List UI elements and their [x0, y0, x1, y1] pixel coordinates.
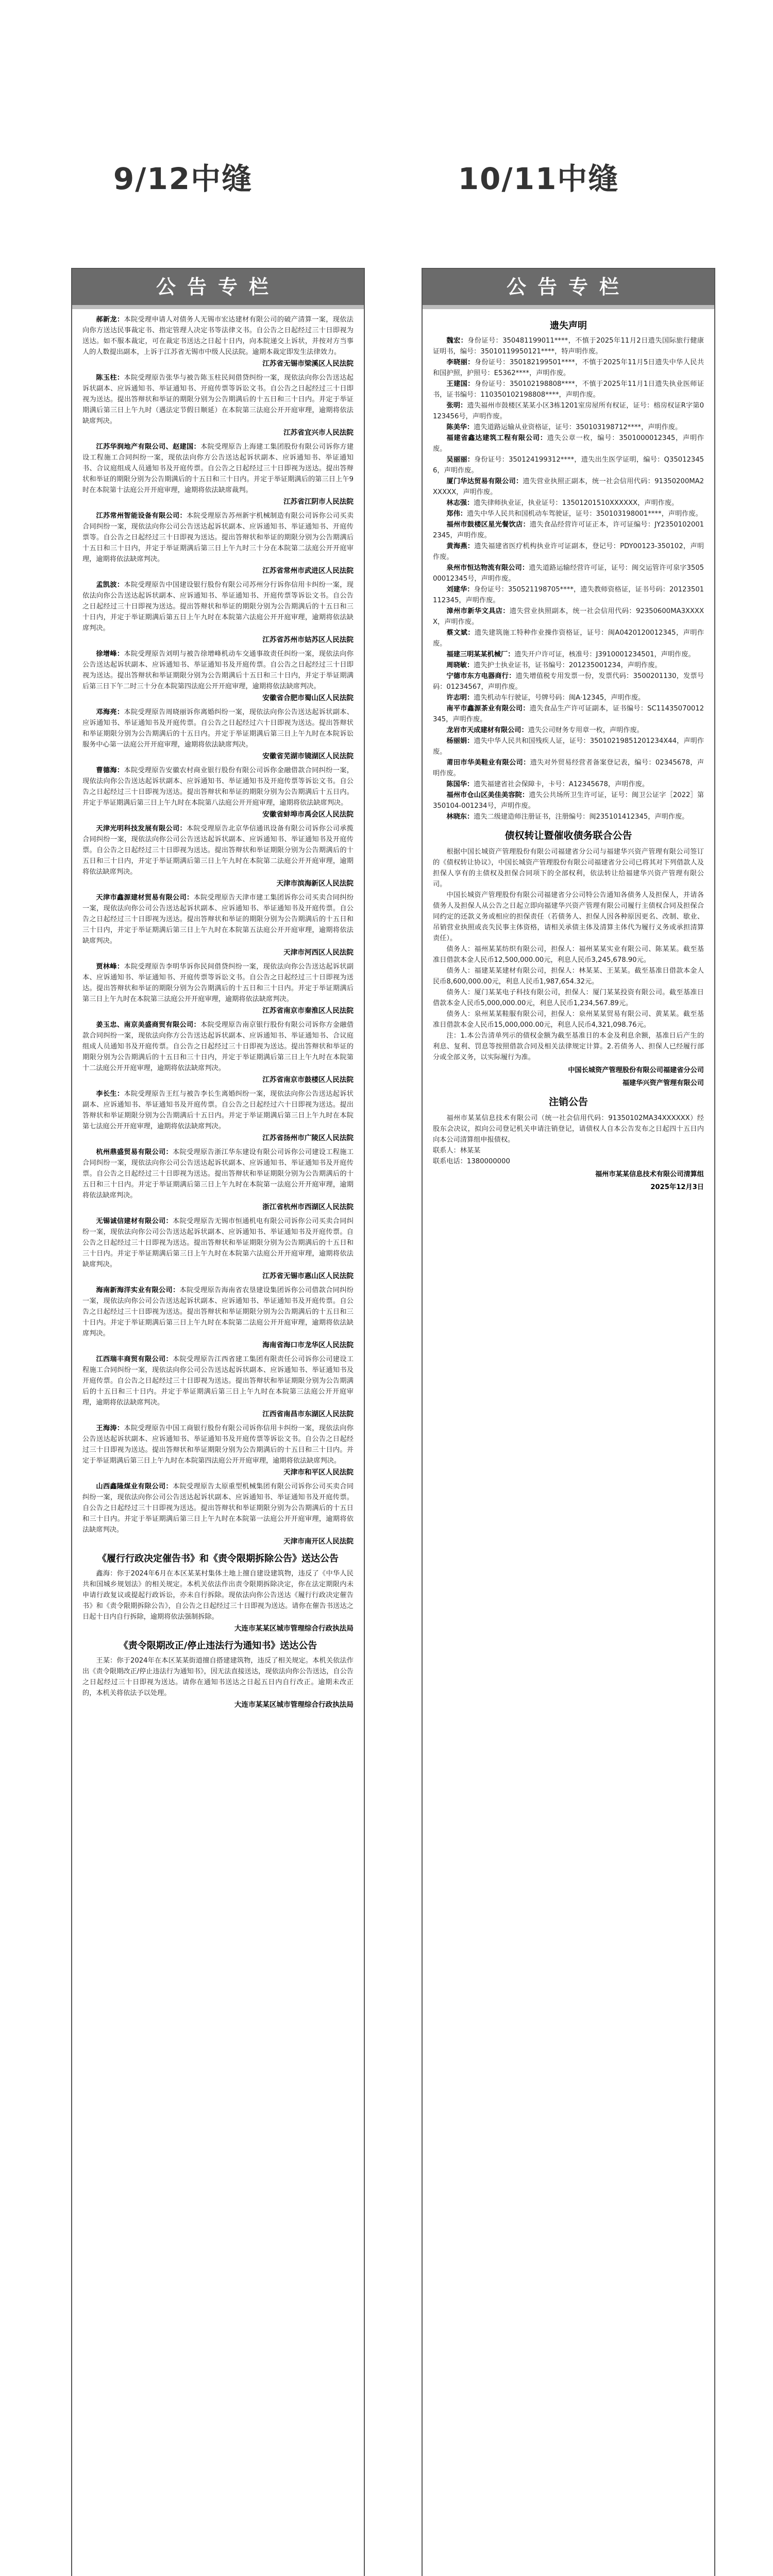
loss-text: 遗失增值税专用发票一份，发票代码：3500201130，发票号码：01234567，声明作废。 [433, 672, 704, 691]
creditor-paragraph: 中国长城资产管理股份有限公司福建省分公司特公告通知各债务人及担保人，并请各债务人及担保人从公告之日起立即向福建华兴资产管理有限公司履行主债权合同及担保合同约定的还款义务或相应的担保责任（若债务人、担保人因各种原因更名、改制、歇业、吊销营业执照或丧失民事主体资格，请相关承债主体及清算主体代为履行义务或承担清算责任）。 [433, 891, 704, 942]
special-notice-authority: 大连市某某区城市管理综合行政执法局 [234, 1624, 354, 1633]
loss-notice [433, 379, 704, 400]
loss-party: 林晓东 [446, 813, 467, 821]
notice-court: 江苏省南京市鼓楼区人民法院 [262, 1076, 354, 1084]
court-notice [82, 1423, 354, 1466]
notice-court: 江苏省常州市武进区人民法院 [262, 567, 354, 575]
loss-separator: ： [467, 456, 475, 464]
court-notice [82, 707, 354, 750]
creditor-paragraph: 债务人：福州某某纺织有限公司，担保人：福州某某实业有限公司、陈某某。截至基准日借款本金人民币12,500,000.00元，利息人民币3,245,678.90元。 [433, 945, 704, 964]
loss-separator: ： [466, 423, 474, 431]
court-notice [82, 580, 354, 634]
loss-separator: ： [523, 705, 530, 713]
court-notice [82, 1020, 354, 1074]
notice-addressee: 天津市鑫源建材贸易有限公司： [96, 894, 194, 902]
loss-text: 遗失福建省医疗机构执业许可证副本，登记号：PDY00123-350102，声明作废。 [433, 543, 704, 561]
loss-notice [433, 498, 704, 509]
notice-addressee: 贾林峰： [96, 963, 124, 971]
loss-notice [433, 725, 704, 736]
loss-party: 陈国华 [446, 781, 467, 788]
loss-separator: ： [509, 672, 516, 680]
court-notice [82, 1481, 354, 1535]
special-notice-text: 鑫海：你于2024年6月在本区某某村集体土地上擅自建设建筑物，违反了《中华人民共和国城乡规划法》的相关规定。本机关依法作出责令限期拆除决定，你在法定期限内未申请行政复议或提起行政诉讼，亦未自行拆除。现依法向你公告送达《履行行政决定催告书》和《责令限期拆除公告》，自公告之日起经过三十日即视为送达。请你在催告书送达之日起十日内自行拆除，逾期将依法强制拆除。 [82, 1570, 354, 1621]
loss-text: 遗失食品生产许可证副本，证书编号：SC11435070012345，声明作废。 [433, 705, 704, 723]
loss-separator: ： [467, 737, 474, 745]
notice-addressee: 曹德海： [96, 767, 124, 774]
loss-separator: ： [521, 726, 528, 734]
cancel-paragraph: 福州市某某信息技术有限公司（统一社会信用代码：91350102MA34XXXXXX）经股东会决议，拟向公司登记机关申请注销登记，请债权人自本公告发布之日起四十五日内向本公司清算组申报债权。 [433, 1114, 704, 1144]
loss-list [433, 335, 704, 822]
notice-addressee: 王海涛： [96, 1425, 124, 1432]
loss-text: 遗失道路运输从业资格证，证号：350103198712****，声明作废。 [474, 423, 682, 431]
notice-text: 本院受理原告海南省农垦建设集团诉你公司借款合同纠纷一案，现依法向你公司公告送达起诉状副本、应诉通知书、举证通知书及开庭传票。自公告之日起经过三十日即视为送达。提出答辩状和举证期限分别为公告期满后的十五日和三十日内。并定于举证期满后第三日上午九时在本院第二法庭公开开庭审理，逾期将依法缺席判决。 [82, 1286, 354, 1337]
loss-notice [433, 811, 704, 822]
loss-separator: ： [466, 781, 474, 788]
loss-separator: ： [460, 510, 467, 518]
court-notice [82, 823, 354, 877]
loss-notice [433, 757, 704, 779]
court-notice [82, 961, 354, 1005]
notice-text: 本院受理原告中国工商银行股份有限公司诉你信用卡纠纷一案，现依法向你公告送达起诉状副本、应诉通知书、举证通知书及开庭传票等诉讼文书。自公告之日起经过三十日即视为送达。提出答辩状和举证期限分别为公告期满后的十五日和三十日内。并定于举证期满后第三日上午九时在本院第四法庭公开开庭审理，逾期将依法缺席判决。 [82, 1425, 354, 1465]
notice-court: 江苏省南京市秦淮区人民法院 [262, 1007, 354, 1015]
notice-court: 安徽省芜湖市镜湖区人民法院 [262, 752, 354, 760]
special-notice-authority: 大连市某某区城市管理综合行政执法局 [234, 1701, 354, 1709]
loss-separator: ： [540, 434, 547, 442]
loss-text: 遗失公司财务专用章一枚，声明作废。 [528, 726, 644, 734]
notice-text: 本院受理原告太原重型机械集团有限公司诉你公司买卖合同纠纷一案，现依法向你公司公告送达起诉状副本、应诉通知书、举证通知书及开庭传票。自公告之日起经过三十日即视为送达。提出答辩状和举证期限分别为公告期满后的十五日和三十日内。并定于举证期满后第三日上午九时在本院第一法庭公开开庭审理，逾期将依法缺席判决。 [82, 1483, 354, 1534]
creditor-paragraph: 根据中国长城资产管理股份有限公司福建省分公司与福建华兴资产管理有限公司签订的《债权转让协议》，中国长城资产管理股份有限公司福建省分公司已将其对下列借款人及担保人享有的主债权及担保合同项下的全部权利，依法转让给福建华兴资产管理有限公司。 [433, 848, 704, 888]
loss-text: 遗失二级建造师注册证书，注册编号：闽235101412345，声明作废。 [474, 813, 689, 821]
loss-separator: ： [523, 521, 530, 529]
loss-notice [433, 509, 704, 519]
court-notice [82, 649, 354, 692]
loss-section-title: 遗失声明 [550, 320, 587, 331]
notice-addressee: 海南新海洋实业有限公司： [96, 1286, 180, 1294]
loss-separator: ： [467, 359, 475, 366]
notice-court: 海南省海口市龙华区人民法院 [262, 1341, 354, 1349]
left-header-rule [72, 305, 364, 309]
loss-notice [433, 628, 704, 649]
notice-court: 江苏省江阴市人民法院 [283, 498, 354, 506]
special-notice-title: 《履行行政决定催告书》和《责令限期拆除公告》送达公告 [97, 1553, 339, 1564]
loss-separator: ： [460, 337, 468, 345]
loss-notice [433, 422, 704, 433]
loss-text: 遗失公共场所卫生许可证，证号：闽卫公证字［2022］第350104-001234号，声明作废。 [433, 791, 704, 810]
notice-addressee: 江苏华润地产有限公司、赵建国： [96, 443, 201, 451]
notice-addressee: 孟凯波： [96, 581, 124, 589]
court-notice [82, 372, 354, 427]
right-header-rule [423, 305, 714, 309]
cancel-date: 2025年12月3日 [650, 1183, 704, 1191]
notice-text: 本院受理申请人对债务人无锡市宏达建材有限公司的破产清算一案，现依法向你方送达民事裁定书、指定管理人决定书等法律文书。自公告之日起经过三十日即视为送达。如不服本裁定，可在裁定书送达之日起十日内，向本院递交上诉状，并按对方当事人的人数提出副本，上诉于江苏省无锡市中级人民法院。逾期本裁定即发生法律效力。 [82, 316, 354, 356]
court-notice [82, 1285, 354, 1339]
loss-text: 遗失中华人民共和国机动车驾驶证，证号：350103198001****，声明作废。 [466, 510, 702, 518]
loss-notice [433, 692, 704, 703]
contact-line: 联系人：林某某 [433, 1147, 481, 1155]
loss-notice [433, 400, 704, 422]
left-notice-column [71, 268, 365, 2576]
court-notice [82, 511, 354, 565]
notice-text: 本院受理原告周晓丽诉你离婚纠纷一案，现依法向你公告送达起诉状副本、应诉通知书、举证通知书及开庭传票。自公告之日起经过六十日即视为送达。提出答辩状和举证期限分别为公告期满后的十五日内。并定于举证期满后第三日上午九时在本院诉讼服务中心第一法庭公开开庭审理，逾期将依法缺席判决。 [82, 708, 354, 749]
notice-addressee: 李长生： [96, 1090, 124, 1098]
loss-separator: ： [467, 543, 475, 550]
right-column-body [423, 309, 714, 1193]
loss-separator: ： [466, 499, 474, 507]
loss-text: 身份证号：350102198808****，不慎于2025年11月1日遗失执业医师证书，证书编号：110350102198808****，声明作废。 [433, 380, 704, 399]
court-notice [82, 314, 354, 358]
loss-party: 南平市鑫源茶业有限公司 [446, 705, 523, 713]
loss-notice [433, 606, 704, 628]
loss-separator: ： [522, 791, 529, 799]
loss-notice [433, 563, 704, 584]
loss-separator: ： [467, 380, 475, 388]
loss-text: 遗失建筑施工特种作业操作资格证，证号：闽A0420120012345，声明作废。 [433, 629, 704, 648]
notice-court: 天津市河西区人民法院 [283, 948, 354, 957]
loss-party: 福建省鑫达建筑工程有限公司 [446, 434, 540, 442]
loss-party: 漳州市新华文具店 [446, 607, 503, 615]
special-notice-text: 王某：你于2024年在本区某某街道擅自搭建建筑物，违反了相关规定。本机关依法作出《责令限期改正/停止违法行为通知书》，因无法直接送达，现依法向你公告送达，自公告之日起经过三十日即视为送达。请你在通知书送达之日起五日内自行改正。逾期未改正的，本机关将依法予以处理。 [82, 1657, 354, 1697]
notice-addressee: 江苏常州智能设备有限公司： [96, 512, 187, 520]
loss-party: 许志明 [446, 694, 467, 702]
notice-text: 本院受理原告浙江华东建设有限公司诉你公司建设工程施工合同纠纷一案，现依法向你公司公告送达起诉状副本、应诉通知书、举证通知书及开庭传票。自公告之日起经过三十日即视为送达。提出答辩状和举证期限分别为公告期满后的十五日和三十日内。并定于举证期满后第三日上午九时在本院第一法庭公开开庭审理，逾期将依法缺席判决。 [82, 1148, 354, 1199]
creditor-paragraphs [433, 846, 704, 1063]
court-notice [82, 1216, 354, 1270]
loss-party: 陈美华 [446, 423, 467, 431]
loss-notice [433, 790, 704, 811]
loss-separator: ： [523, 759, 530, 767]
loss-party: 张明 [446, 402, 461, 410]
loss-text: 遗失福建省社会保障卡，卡号：A12345678，声明作废。 [474, 781, 649, 788]
loss-notice [433, 703, 704, 725]
loss-party: 黄海燕 [446, 543, 467, 550]
creditor-paragraph: 债务人：厦门某某电子科技有限公司，担保人：厦门某某投资有限公司。截至基准日借款本金人民币5,000,000.00元，利息人民币1,234,567.89元。 [433, 989, 704, 1007]
loss-separator: ： [460, 402, 467, 410]
notice-text: 本院受理原告王红与被告李长生离婚纠纷一案，现依法向你公告送达起诉状副本、应诉通知书、举证通知书及开庭传票。自公告之日起经过六十日即视为送达。提出答辩状和举证期限分别为公告期满后十五日内。并定于举证期满后第三日上午九时在本院第七法庭公开开庭审理，逾期将依法缺席判决。 [82, 1090, 354, 1130]
notice-addressee: 山西鑫隆煤业有限公司： [96, 1483, 173, 1490]
notice-text: 本院受理原告张华与被告陈玉柱民间借贷纠纷一案，现依法向你公告送达起诉状副本、应诉通知书、举证通知书、开庭传票等诉讼文书。自公告之日起经过三十日即视为送达。提出答辩状和举证的期限分别为公告期满后的十五日和三十日内。并定于举证期满后第三日上午九时（遇法定节假日顺延）在本院第三法庭公开开庭审理，逾期将依法缺席判决。 [82, 374, 354, 425]
phone-line: 联系电话：1380000000 [433, 1158, 510, 1165]
loss-separator: ： [522, 564, 529, 572]
right-column-header: 公告专栏 [423, 269, 714, 305]
loss-notice [433, 476, 704, 498]
loss-text: 遗失道路运输经营许可证，证号：闽交运管许可泉字350500012345号，声明作废。 [433, 564, 704, 583]
loss-separator: ： [466, 813, 474, 821]
notice-court: 天津市滨海新区人民法院 [276, 879, 354, 888]
court-notice [82, 1354, 354, 1408]
loss-notice [433, 671, 704, 692]
loss-text: 遗失律师执业证，执业证号：13501201510XXXXXX，声明作废。 [474, 499, 679, 507]
notice-addressee: 无锡诚信建材有限公司： [96, 1217, 173, 1225]
notice-addressee: 姜玉忠、南京美盛商贸有限公司： [96, 1021, 201, 1029]
loss-separator: ： [502, 607, 510, 615]
loss-text: 遗失护士执业证书，证书编号：201235001234，声明作废。 [474, 662, 662, 669]
loss-separator: ： [467, 586, 474, 594]
court-notice [82, 442, 354, 496]
loss-notice [433, 660, 704, 671]
loss-notice [433, 584, 704, 606]
loss-text: 遗失公章一枚，编号：3501000012345，声明作废。 [433, 434, 704, 453]
loss-party: 厦门华达贸易有限公司 [446, 478, 516, 485]
loss-notice [433, 454, 704, 476]
right-date-heading: 10/11中缝 [458, 161, 619, 196]
loss-party: 刘建华 [446, 586, 467, 594]
notice-addressee: 江西瑞丰商贸有限公司： [96, 1355, 173, 1363]
notice-addressee: 陈玉柱： [96, 374, 124, 382]
loss-party: 郑伟 [446, 510, 460, 518]
loss-notice [433, 335, 704, 357]
loss-separator: ： [515, 478, 523, 485]
loss-party: 王建国 [446, 380, 468, 388]
cancel-section-title: 注销公告 [548, 1096, 588, 1108]
loss-party: 蔡文斌 [446, 629, 468, 637]
notice-court: 江苏省无锡市惠山区人民法院 [262, 1272, 354, 1280]
left-column-body [72, 309, 364, 1710]
loss-separator: ： [508, 651, 515, 658]
notice-addressee: 邓海亮： [96, 708, 124, 716]
notice-text: 本院受理原告安徽农村商业银行股份有限公司诉你金融借款合同纠纷一案，现依法向你公告送达起诉状副本、应诉通知书、举证通知书及开庭传票等诉讼文书。自公告之日起经过三十日即视为送达。提出答辩状和举证的期限分别为公告期满后十五日内。并定于举证期满后第三日上午九时在本院第八法庭公开开庭审理，逾期将依法缺席判决。 [82, 767, 354, 807]
creditor-section-title: 债权转让暨催收债务联合公告 [505, 830, 632, 841]
loss-party: 李晓丽 [446, 359, 468, 366]
loss-party: 莆田市华美鞋业有限公司 [446, 759, 524, 767]
court-notice [82, 1147, 354, 1201]
notice-court: 江苏省无锡市梁溪区人民法院 [262, 360, 354, 368]
notice-text: 本院受理原告天津市建工集团诉你公司买卖合同纠纷一案，现依法向你公司公告送达起诉状副本、应诉通知书、举证通知书及开庭传票。自公告之日起经过三十日即视为送达。提出答辩状和举证的期限分别为公告期满后的十五日和三十日内，并定于举证期满后第三日上午九时在本院第五法庭公开开庭审理，逾期将依法缺席判决。 [82, 894, 354, 945]
loss-text: 遗失中华人民共和国残疾人证，证号：35010219851201234X44，声明作废。 [433, 737, 704, 756]
notice-text: 本院受理原告中国建设银行股份有限公司苏州分行诉你信用卡纠纷一案，现依法向你公告送达起诉状副本、应诉通知书、举证通知书、开庭传票等诉讼文书。自公告之日起经过三十日即视为送达。提出答辩状和举证的期限分别为公告期满后的十五日和三十日内，并定于举证期满后第五日上午九时在本院第六法庭公开开庭审理，逾期将依法缺席判决。 [82, 581, 354, 632]
cancel-sign: 福州市某某信息技术有限公司清算组 [595, 1171, 704, 1178]
left-column-header: 公告专栏 [72, 269, 364, 305]
loss-text: 身份证号：350124199312****，遗失出生医学证明，编号：Q350123456，声明作废。 [433, 456, 704, 474]
loss-text: 遗失机动车行驶证，号牌号码：闽A·12345，声明作废。 [474, 694, 645, 702]
special-notice-title: 《责令限期改正/停止违法行为通知书》送达公告 [119, 1640, 317, 1651]
loss-notice [433, 433, 704, 454]
notice-court: 江苏省宜兴市人民法院 [283, 429, 354, 437]
loss-party: 福建三明某某机械厂 [446, 651, 508, 658]
court-notice [82, 765, 354, 808]
notice-text: 本院受理原告南京银行股份有限公司诉你方金融借款合同纠纷一案，现依法向你方公告送达起诉状副本、应诉通知书、举证通知书、合议庭组成人员通知书及开庭传票。自公告之日起经过三十日即视为送达。提出答辩状和举证的期限分别为公告期满后的十五日和三十日内，并定于举证期满后第三日上午九时在本院第十二法庭公开开庭审理，逾期将依法缺席判决。 [82, 1021, 354, 1072]
loss-party: 周晓敏 [446, 662, 467, 669]
notice-court: 天津市和平区人民法院 [283, 1468, 354, 1477]
loss-text: 遗失营业执照正副本，统一社会信用代码：91350200MA2XXXXX，声明作废。 [433, 478, 704, 496]
notice-addressee: 杭州鼎盛贸易有限公司： [96, 1148, 173, 1156]
loss-text: 遗失对外贸易经营者备案登记表，编号：02345678，声明作废。 [433, 759, 704, 777]
notice-text: 本院受理原告无锡市恒通机电有限公司诉你公司买卖合同纠纷一案，现依法向你公司公告送达起诉状副本、应诉通知书、举证通知书及开庭传票。自公告之日起经过三十日即视为送达。提出答辩状和举证期限分别为公告期满后的十五日和三十日内。并定于举证期满后第三日上午九时在本院第六法庭公开开庭审理，逾期将依法缺席判决。 [82, 1217, 354, 1268]
notice-court: 江苏省扬州市广陵区人民法院 [262, 1134, 354, 1142]
loss-separator: ： [467, 629, 475, 637]
notice-text: 本院受理原告上海建工集团股份有限公司诉你方建设工程施工合同纠纷一案，现依法向你方公告送达起诉状副本、应诉通知书、举证通知书、合议庭组成人员通知书及开庭传票。自公告之日起经过三十日即视为送达。提出答辩状和举证的期限分别为公告期满后的十五日和三十日内。并定于举证期满后的第三日上午9时在本院第十法庭公开开庭审理，逾期将依法缺席裁判。 [82, 443, 354, 494]
creditor-sign-2: 福建华兴资产管理有限公司 [622, 1079, 704, 1087]
loss-text: 遗失福州市鼓楼区某某小区3栋1201室房屋所有权证，证号：榕房权证R字第0123456号，声明作废。 [433, 402, 704, 420]
notice-text: 本院受理原告江西省建工集团有限责任公司诉你公司建设工程施工合同纠纷一案，现依法向你公司公告送达起诉状副本、应诉通知书、举证通知书及开庭传票。自公告之日起经过三十日即视为送达。提出答辩状和举证期限分别为公告期满后的十五日和三十日内。并定于举证期满后第三日上午九时在本院第三法庭公开开庭审理，逾期将依法缺席判决。 [82, 1355, 354, 1406]
notice-court: 浙江省杭州市西湖区人民法院 [262, 1203, 354, 1211]
creditor-sign-1: 中国长城资产管理股份有限公司福建省分公司 [568, 1066, 704, 1074]
court-notice [82, 892, 354, 946]
notice-court: 安徽省蚌埠市禹会区人民法院 [262, 810, 354, 819]
loss-notice [433, 736, 704, 757]
notice-court: 江西省南昌市东湖区人民法院 [262, 1410, 354, 1418]
creditor-paragraph: 债务人：泉州某某鞋服有限公司，担保人：泉州某某贸易有限公司、黄某某。截至基准日借款本金人民币15,000,000.00元，利息人民币4,321,098.76元。 [433, 1010, 704, 1029]
loss-text: 身份证号：350182199501****，不慎于2025年11月5日遗失中华人民共和国护照，护照号：E5362****，声明作废。 [433, 359, 704, 377]
loss-text: 身份证号：350481199011****，不慎于2025年11月2日遗失国际旅行健康证明书，编号：35010119950121****，特声明作废。 [433, 337, 704, 355]
loss-notice [433, 779, 704, 790]
loss-party: 魏宏 [446, 337, 461, 345]
notice-addressee: 徐增峰： [96, 650, 124, 658]
loss-notice [433, 519, 704, 541]
loss-party: 龙岩市天成建材有限公司 [446, 726, 522, 734]
court-notice [82, 1089, 354, 1132]
creditor-paragraph: 注：1.本公告清单列示的债权金额为截至基准日的本金及利息余额，基准日后产生的利息、复利、罚息等按照借款合同及相关法律规定计算。2.若债务人、担保人已经履行部分或全部义务，以实际履行为准。 [433, 1032, 704, 1061]
notice-court: 天津市南开区人民法院 [283, 1537, 354, 1546]
notice-addressee: 天津光明科技发展有限公司： [96, 825, 187, 833]
loss-notice [433, 649, 704, 660]
notice-text: 本院受理原告刘明与被告徐增峰机动车交通事故责任纠纷一案，现依法向你公告送达起诉状副本、应诉通知书、举证通知书及开庭传票。自公告之日起经过三十日即视为送达。提出答辩状和举证期限分别为公告期满后十五日和三十日内，并定于举证期满后第三日下午二时三十分在本院第四法庭公开开庭审理，逾期将依法缺席判决。 [82, 650, 354, 690]
loss-party: 杨丽娟 [446, 737, 467, 745]
loss-party: 吴丽丽 [446, 456, 467, 464]
loss-notice [433, 541, 704, 563]
loss-party: 宁德市东方电器商行 [446, 672, 509, 680]
notice-court: 江苏省苏州市姑苏区人民法院 [262, 636, 354, 644]
loss-separator: ： [466, 662, 474, 669]
loss-text: 遗失食品经营许可证正本，许可证编号：JY23501020012345，声明作废。 [433, 521, 704, 539]
loss-text: 身份证号：350521198705****，遗失教师资格证，证书号码：20123501112345，声明作废。 [433, 586, 704, 604]
loss-party: 福州市鼓楼区星光餐饮店 [446, 521, 523, 529]
loss-party: 林志强 [446, 499, 467, 507]
right-notice-column [422, 268, 715, 2576]
notice-text: 本院受理原告北京华信通讯设备有限公司诉你公司承揽合同纠纷一案，现依法向你公司公告送达起诉状副本、应诉通知书、举证通知书及开庭传票。自公告之日起经过三十日即视为送达。提出答辩状和举证期限分别为公告期满后的十五日和三十日内，并定于举证期满后第三日上午九时在本院第二法庭公开开庭审理，逾期将依法缺席判决。 [82, 825, 354, 876]
loss-party: 福州市仓山区美佳美容院 [446, 791, 522, 799]
notice-court: 安徽省合肥市蜀山区人民法院 [262, 694, 354, 702]
notice-text: 本院受理原告苏州新宇机械制造有限公司诉你公司买卖合同纠纷一案，现依法向你公司公告送达起诉状副本、应诉通知书、举证通知书、开庭传票等。自公告之日起经过三十日即视为送达。提出答辩状和举证的期限分别为公告期满后十五日和三十日内，并定于举证期满后第三日上午九时三十分在本院第二法庭公开开庭审理，逾期将依法缺席判决。 [82, 512, 354, 563]
loss-notice [433, 357, 704, 379]
loss-text: 遗失开户许可证，核准号：J3910001234501，声明作废。 [514, 651, 695, 658]
creditor-paragraph: 债务人：福建某某建材有限公司，担保人：林某某、王某某。截至基准日借款本金人民币8,600,000.00元，利息人民币1,987,654.32元。 [433, 967, 704, 986]
notice-addressee: 郝新龙： [96, 316, 124, 324]
loss-separator: ： [466, 694, 474, 702]
left-date-heading: 9/12中缝 [113, 161, 253, 196]
loss-party: 泉州市恒达物流有限公司 [446, 564, 522, 572]
notice-text: 本院受理原告李明华诉你民间借贷纠纷一案，现依法向你公告送达起诉状副本、应诉通知书、举证通知书、开庭传票等诉讼文书。自公告之日起经过三十日即视为送达。提出答辩状和举证的期限分别为公告期满后的十五日和三十日内。并定于举证期满后第三日上午九时在本院第三法庭公开开庭审理，逾期将依法缺席判决。 [82, 963, 354, 1003]
loss-text: 遗失营业执照副本，统一社会信用代码：92350600MA3XXXXX，声明作废。 [433, 607, 704, 626]
